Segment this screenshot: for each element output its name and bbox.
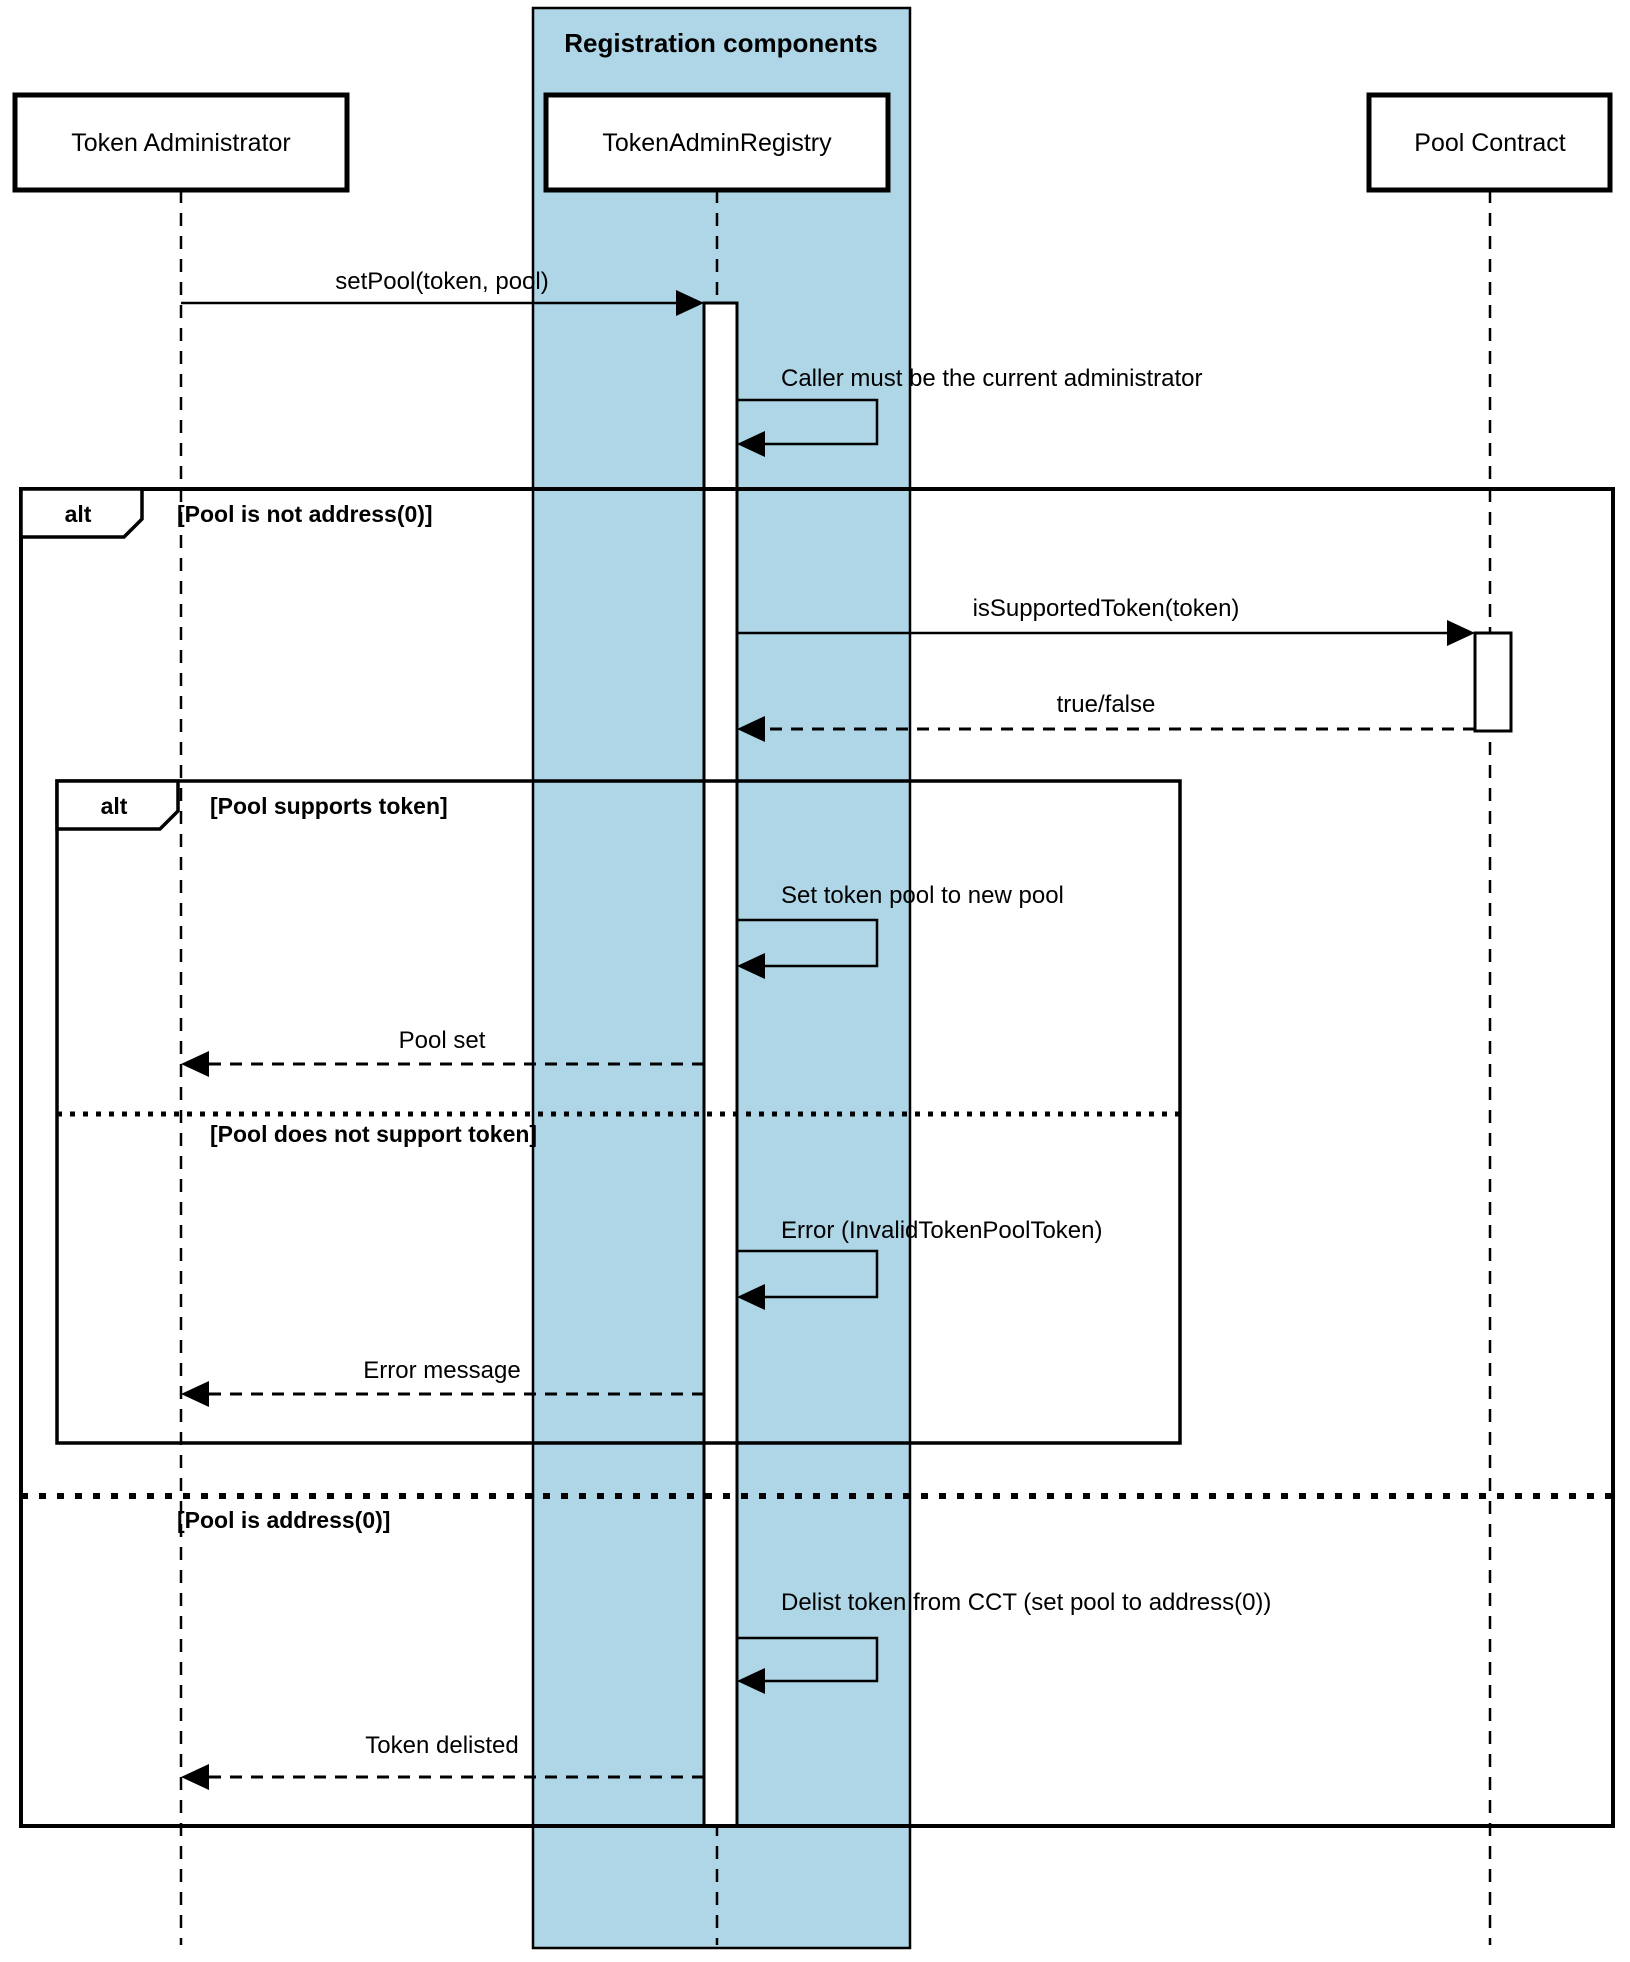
self-message-caller-check-label: Caller must be the current administrator	[781, 365, 1203, 392]
participant-label: TokenAdminRegistry	[602, 129, 832, 157]
fragment-outer-guard-b: [Pool is address(0)]	[177, 1507, 391, 1533]
return-pool-set-label: Pool set	[398, 1027, 486, 1054]
message-set-pool-label: setPool(token, pool)	[335, 268, 549, 295]
fragment-outer-operator-label: alt	[64, 501, 92, 527]
activation-token-admin-registry	[704, 303, 737, 1826]
return-error-message-label: Error message	[363, 1357, 521, 1384]
message-is-supported-token-label: isSupportedToken(token)	[972, 595, 1240, 622]
participant-pool-contract	[1369, 95, 1610, 190]
band-title: Registration components	[564, 28, 878, 58]
participant-label: Token Administrator	[71, 129, 291, 157]
fragment-outer-guard-a: [Pool is not address(0)]	[177, 501, 433, 527]
participant-label: Pool Contract	[1414, 129, 1566, 157]
self-message-error-invalid-label: Error (InvalidTokenPoolToken)	[781, 1217, 1103, 1244]
return-token-delisted-label: Token delisted	[365, 1732, 519, 1759]
return-pool-set-arrowhead	[181, 1051, 209, 1077]
activation-pool-contract	[1475, 633, 1511, 731]
return-token-delisted-arrowhead	[181, 1764, 209, 1790]
return-true-false-label: true/false	[1056, 691, 1156, 718]
participant-token-administrator	[15, 95, 347, 190]
fragment-inner-guard-b: [Pool does not support token]	[210, 1121, 538, 1147]
return-error-message-arrowhead	[181, 1381, 209, 1407]
self-message-set-token-pool-label: Set token pool to new pool	[781, 882, 1064, 909]
participant-token-admin-registry	[546, 95, 888, 190]
fragment-inner-operator-label: alt	[100, 793, 128, 819]
self-message-delist-label: Delist token from CCT (set pool to address(0))	[781, 1589, 1272, 1616]
fragment-inner-guard-a: [Pool supports token]	[210, 793, 448, 819]
message-is-supported-token-arrowhead	[1447, 620, 1475, 646]
